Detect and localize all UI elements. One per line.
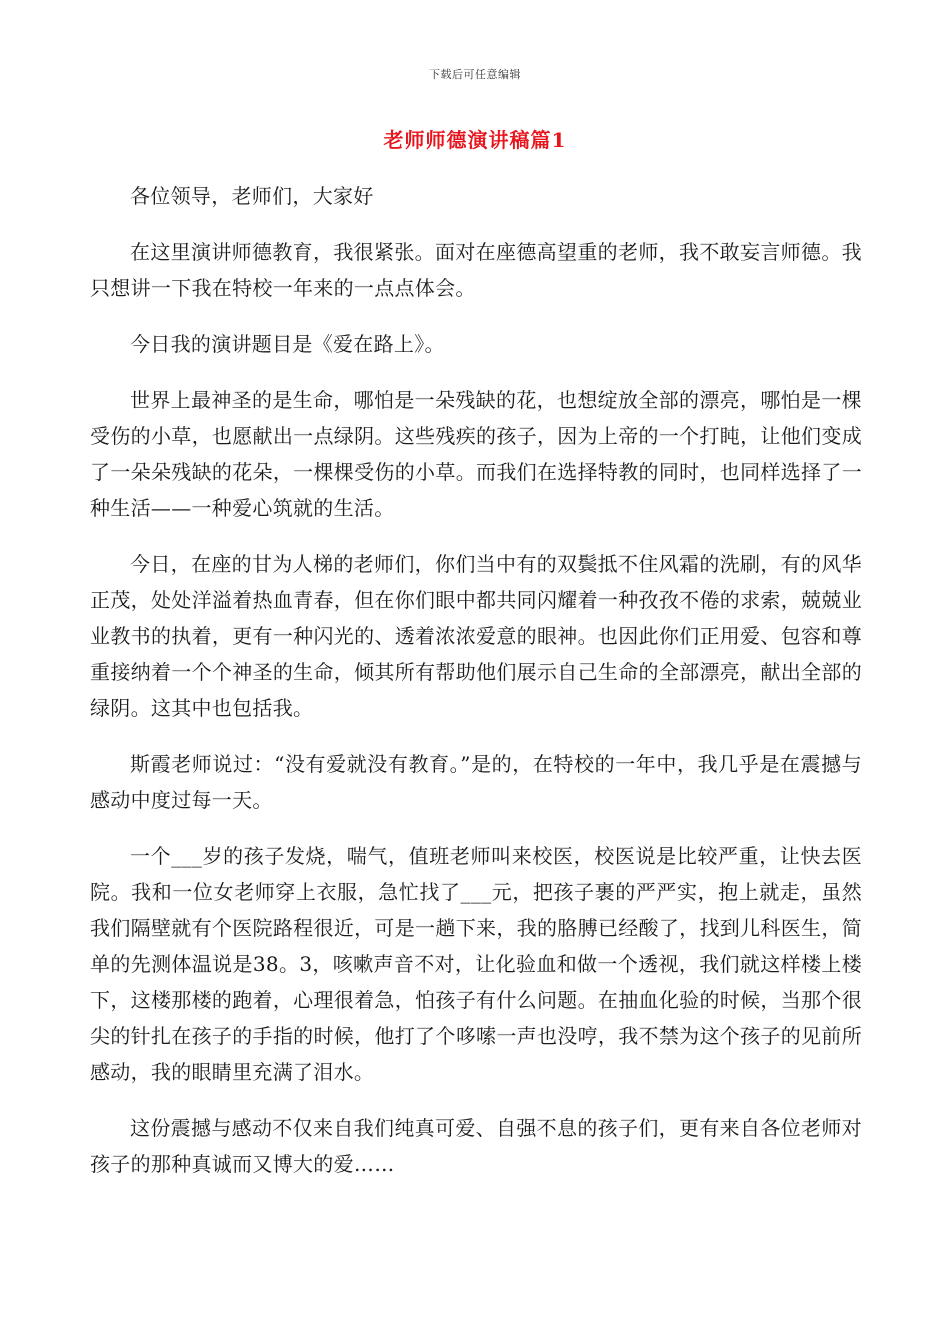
document-title: 老师师德演讲稿篇1 <box>383 128 567 152</box>
paragraph: 世界上最神圣的是生命，哪怕是一朵残缺的花，也想绽放全部的漂亮，哪怕是一棵受伤的小草，也愿献出一点绿阴。这些残疾的孩子，因为上帝的一个打盹，让他们变成了一朵朵残缺的花朵，一棵棵受伤的小草。而我们在选择特教的同时，也同样选择了一种生活——一种爱心筑就的生活。 <box>90 388 862 520</box>
paragraph: 斯霞老师说过：“没有爱就没有教育。”是的，在特校的一年中，我几乎是在震撼与感动中度过每一天。 <box>90 752 862 812</box>
paragraph: 在这里演讲师德教育，我很紧张。面对在座德高望重的老师，我不敢妄言师德。我只想讲一下我在特校一年来的一点点体会。 <box>90 240 862 300</box>
paragraph: 今日，在座的甘为人梯的老师们，你们当中有的双鬓抵不住风霜的洗刷，有的风华正茂，处处洋溢着热血青春，但在你们眼中都共同闪耀着一种孜孜不倦的求索，兢兢业业教书的执着，更有一种闪光的、透着浓浓爱意的眼神。也因此你们正用爱、包容和尊重接纳着一个个神圣的生命，倾其所有帮助他们展示自己生命的全部漂亮，献出全部的绿阴。这其中也包括我。 <box>90 552 862 720</box>
paragraph-greeting: 各位领导，老师们，大家好 <box>130 184 374 208</box>
paragraph: 今日我的演讲题目是《爱在路上》。 <box>130 332 445 356</box>
header-note: 下载后可任意编辑 <box>429 68 521 81</box>
paragraph: 这份震撼与感动不仅来自我们纯真可爱、自强不息的孩子们，更有来自各位老师对孩子的那种真诚而又博大的爱…… <box>90 1116 862 1176</box>
document-body <box>90 178 862 1202</box>
paragraph: 一个___岁的孩子发烧，喘气，值班老师叫来校医，校医说是比较严重，让快去医院。我和一位女老师穿上衣服，急忙找了___元，把孩子裹的严严实，抱上就走，虽然我们隔壁就有个医院路程很近，可是一趟下来，我的胳膊已经酸了，找到儿科医生，简单的先测体温说是38。3，咳嗽声音不对，让化验血和做一个透视，我们就这样楼上楼下，这楼那楼的跑着，心理很着急，怕孩子有什么问题。在抽血化验的时候，当那个很尖的针扎在孩子的手指的时候，他打了个哆嗦一声也没哼，我不禁为这个孩子的见前所感动，我的眼睛里充满了泪水。 <box>90 844 862 1084</box>
